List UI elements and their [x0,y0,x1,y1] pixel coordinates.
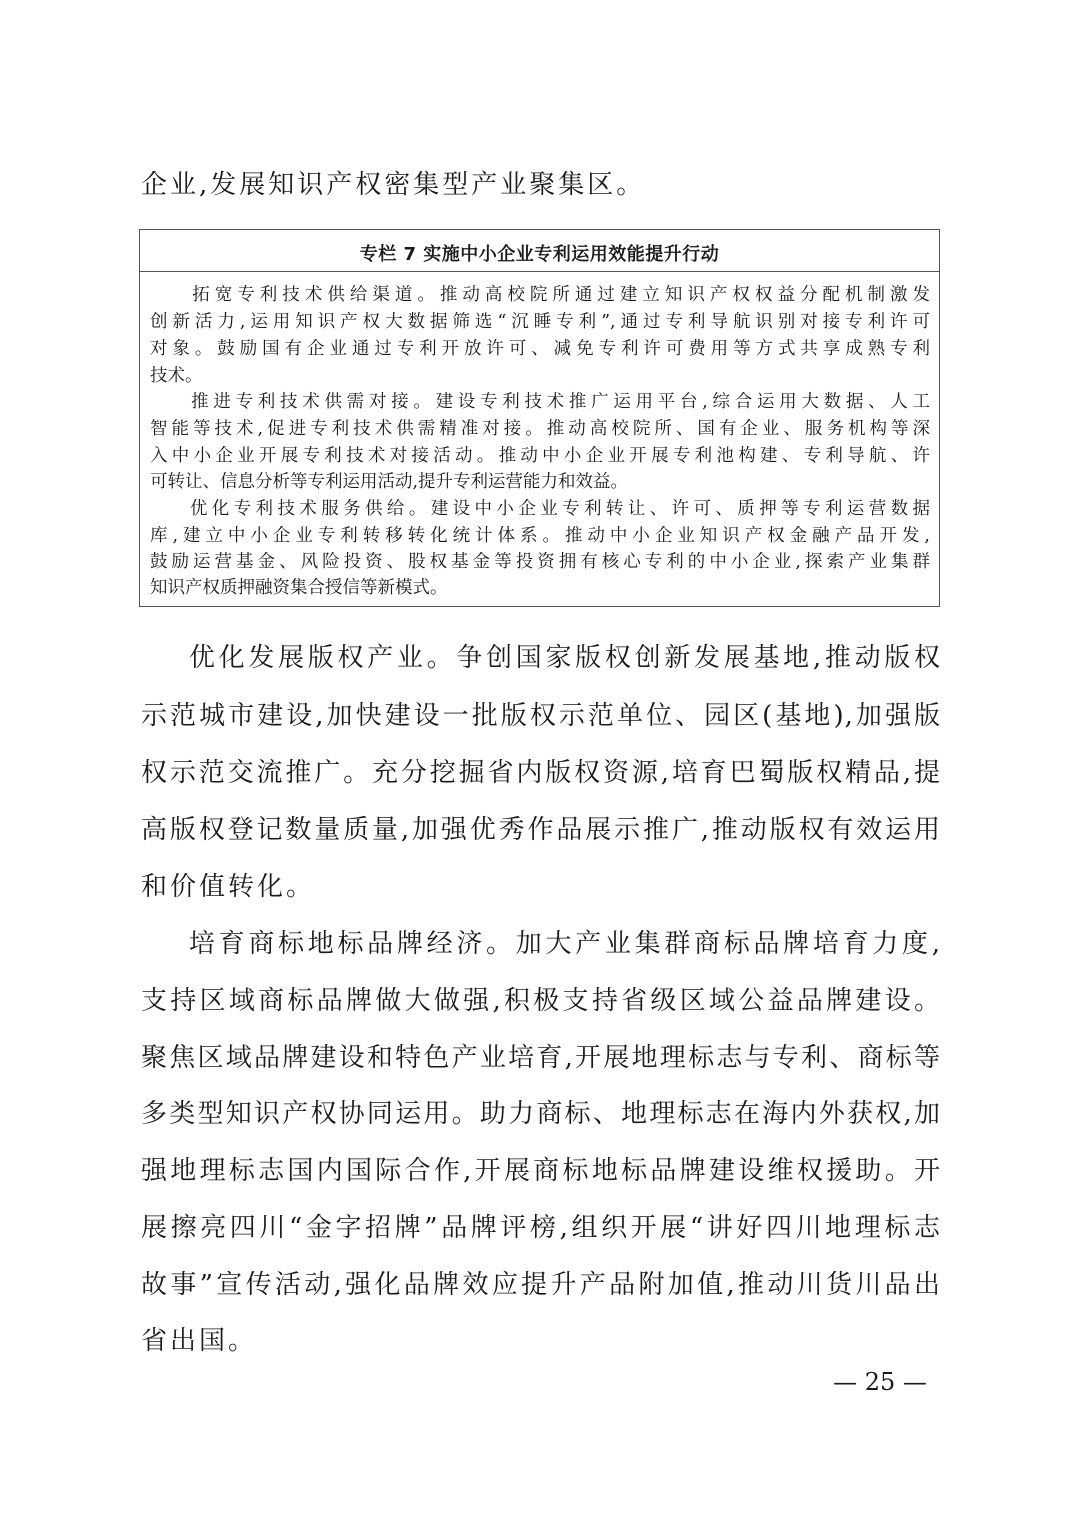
box-line: 对象。鼓励国有企业通过专利开放许可、减免专利许可费用等方式共享成熟专利 [150,339,930,359]
box-line: 智能等技术,促进专利技术供需精准对接。推动高校院所、国有企业、服务机构等深 [150,419,930,439]
box-title-row [140,230,939,272]
paragraph-line: 展擦亮四川“金字招牌”品牌评榜,组织开展“讲好四川地理标志 [141,1213,941,1243]
box-line: 技术。 [150,366,203,386]
box-line: 知识产权质押融资集合授信等新模式。 [150,578,448,598]
page-number: — 25 — [833,1368,927,1396]
box-line: 入中小企业开展专利技术对接活动。推动中小企业开展专利池构建、专利导航、许 [150,446,930,466]
paragraph-line: 高版权登记数量质量,加强优秀作品展示推广,推动版权有效运用 [141,815,941,845]
paragraph-line: 和价值转化。 [141,872,316,902]
paragraph-line: 优化发展版权产业。争创国家版权创新发展基地,推动版权 [141,643,941,673]
paragraph-line: 支持区域商标品牌做大做强,积极支持省级区域公益品牌建设。 [141,986,941,1016]
box-line: 推进专利技术供需对接。建设专利技术推广运用平台,综合运用大数据、人工 [150,392,930,412]
paragraph-line: 培育商标地标品牌经济。加大产业集群商标品牌培育力度, [141,929,941,959]
box-line: 库,建立中小企业专利转移转化统计体系。推动中小企业知识产权金融产品开发, [150,526,930,546]
paragraph-line: 权示范交流推广。充分挖掘省内版权资源,培育巴蜀版权精品,提 [141,758,941,788]
intro-line: 企业,发展知识产权密集型产业聚集区。 [141,170,646,200]
paragraph-line: 故事”宣传活动,强化品牌效应提升产品附加值,推动川货川品出 [141,1270,941,1300]
paragraph-line: 多类型知识产权协同运用。助力商标、地理标志在海内外获权,加 [141,1099,941,1129]
box-line: 可转让、信息分析等专利运用活动,提升专利运营能力和效益。 [150,472,629,492]
box-line: 拓宽专利技术供给渠道。推动高校院所通过建立知识产权权益分配机制激发 [150,285,930,305]
box-line: 创新活力,运用知识产权大数据筛选“沉睡专利”,通过专利导航识别对接专利许可 [150,312,930,332]
paragraph-line: 聚焦区域品牌建设和特色产业培育,开展地理标志与专利、商标等 [141,1043,941,1073]
feature-column-box [139,229,940,607]
box-line: 鼓励运营基金、风险投资、股权基金等投资拥有核心专利的中小企业,探索产业集群 [150,552,930,572]
box-line: 优化专利技术服务供给。建设中小企业专利转让、许可、质押等专利运营数据 [150,499,930,519]
paragraph-line: 示范城市建设,加快建设一批版权示范单位、园区(基地),加强版 [141,701,941,731]
paragraph-line: 强地理标志国内国际合作,开展商标地标品牌建设维权援助。开 [141,1156,941,1186]
box-title: 专栏 7 实施中小企业专利运用效能提升行动 [359,244,720,265]
paragraph-line: 省出国。 [141,1326,258,1356]
